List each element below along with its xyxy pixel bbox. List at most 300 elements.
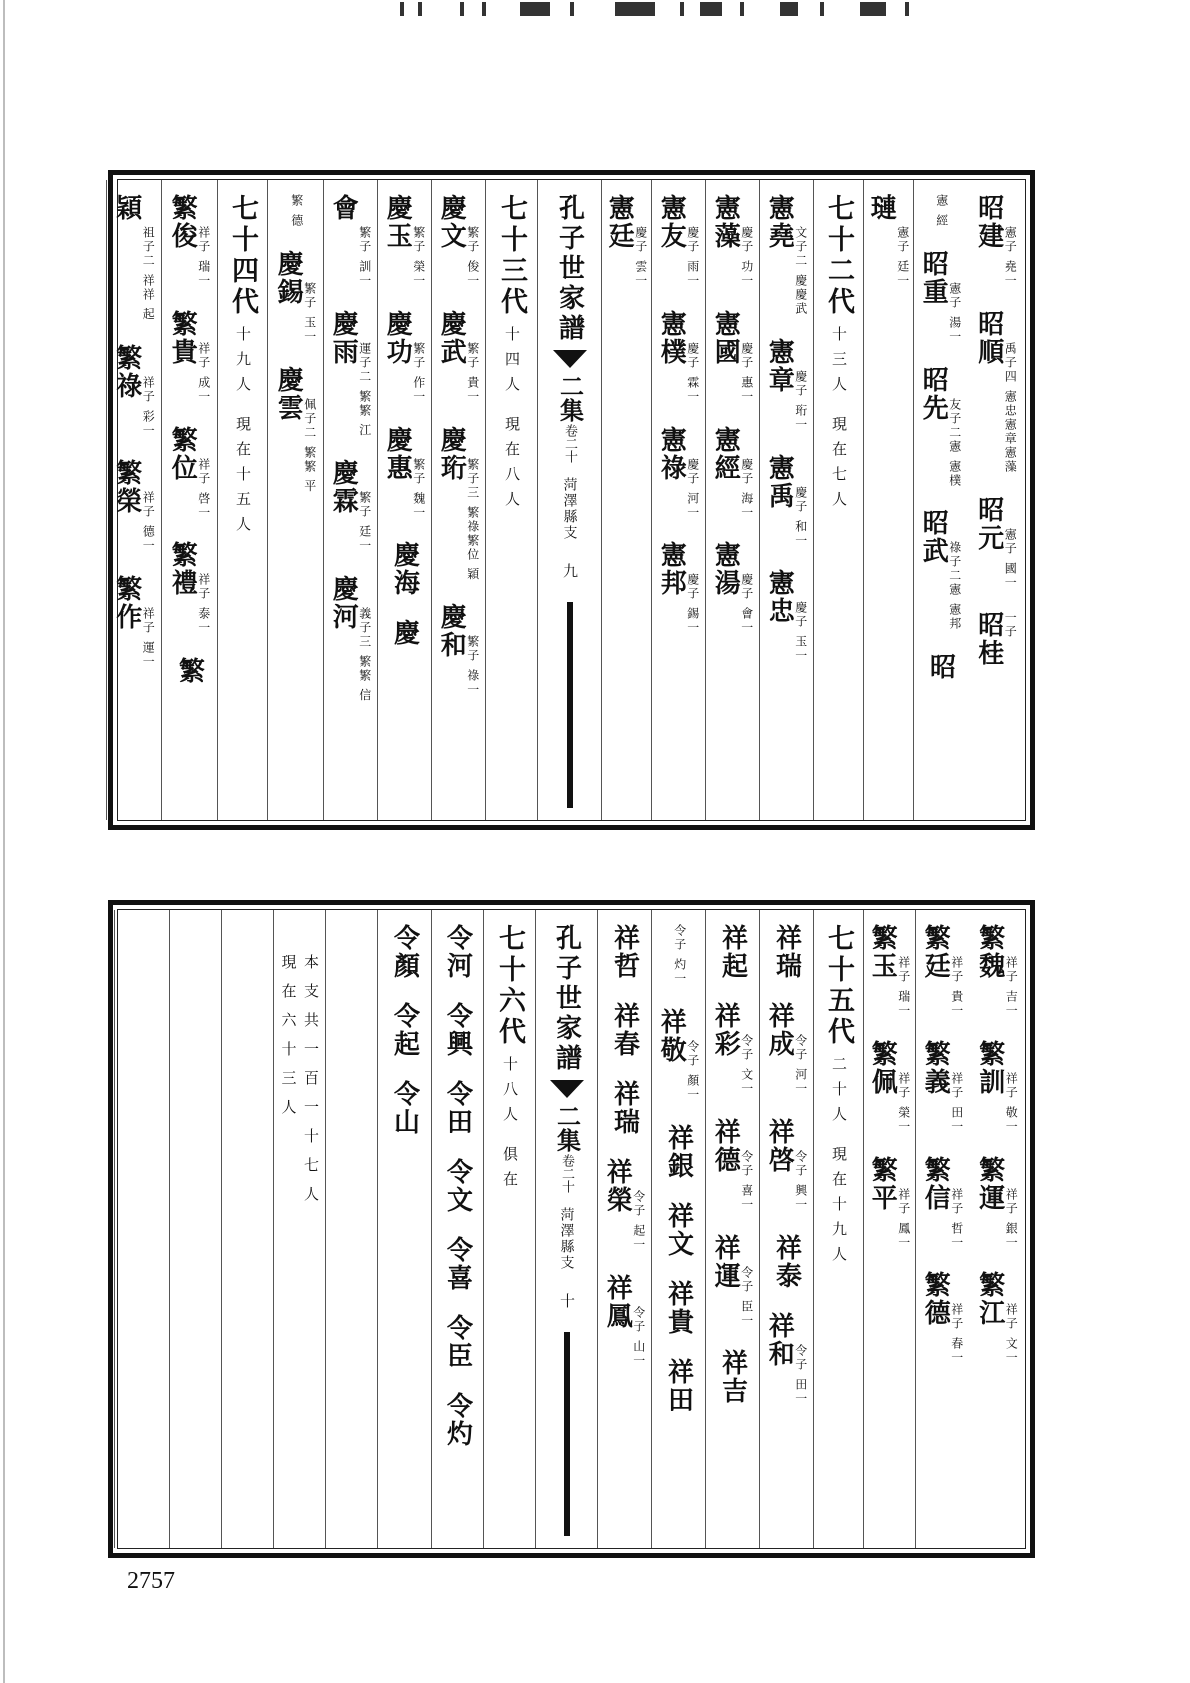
- genealogy-entry: [717, 1349, 748, 1406]
- entry-note: 慶子 霖一: [685, 341, 700, 404]
- gutter-bar: [564, 1332, 570, 1536]
- genealogy-entry: [169, 194, 210, 288]
- entry-name: 祥田: [663, 1357, 694, 1414]
- branch-label: 菏澤縣支: [561, 477, 578, 541]
- entry-name: 憲友: [656, 194, 687, 250]
- entry-name: 祥哲: [609, 924, 640, 980]
- entry-column: [221, 910, 273, 1548]
- generation-count: 十三人 現在七人: [830, 326, 848, 516]
- entry-column: [597, 910, 651, 1548]
- gutter-bar: [567, 602, 573, 808]
- genealogy-entry: [330, 310, 371, 438]
- entry-column: [913, 180, 967, 820]
- entry-column: [651, 180, 705, 820]
- entry-note: 祥子 敬一: [1004, 1071, 1019, 1134]
- folio-number: 十: [558, 1293, 576, 1308]
- entry-name: 祥起: [717, 924, 748, 980]
- entry-column: [325, 910, 377, 1548]
- entry-name: 繁運: [974, 1155, 1005, 1212]
- entry-column: [377, 910, 431, 1548]
- entry-name: 慶: [389, 619, 420, 648]
- fishtail-mark: [550, 1080, 584, 1100]
- entry-name: 繁廷: [920, 924, 951, 980]
- entry-name: 慶雲: [273, 365, 304, 422]
- entry-name: 憲忠: [764, 569, 795, 626]
- genealogy-entry: [766, 1312, 807, 1406]
- entry-name: 祥運: [710, 1233, 741, 1290]
- genealogy-entry: [922, 1040, 963, 1134]
- collection-label: 二集: [555, 374, 585, 422]
- entry-note: 繁 德: [289, 194, 304, 228]
- genealogy-entry: [275, 250, 316, 344]
- entry-note: 一子: [1003, 611, 1018, 640]
- entry-note: 祥子 彩一: [141, 375, 156, 438]
- page-frame-top: [111, 179, 1026, 821]
- entry-name: 繁信: [920, 1155, 951, 1212]
- genealogy-entry: [974, 924, 1019, 1018]
- entry-column: [759, 180, 813, 820]
- generation-title: 七十三代: [496, 194, 527, 318]
- page-frame-bottom: [117, 909, 1026, 1549]
- entry-name: 憲禹: [764, 453, 795, 510]
- entry-note: 憲子 廷一: [895, 226, 910, 288]
- entry-name: 憲國: [710, 309, 741, 366]
- genealogy-entry: [442, 924, 473, 980]
- entry-name: 繁祿: [111, 343, 142, 400]
- genealogy-entry: [663, 1123, 694, 1180]
- entry-name: 慶海: [389, 541, 420, 598]
- entry-note: 佩子二 繁繁 平: [302, 397, 317, 494]
- genealogy-entry: [275, 366, 316, 494]
- genealogy-entry: [869, 1040, 910, 1134]
- entry-note: 繁子 訓一: [357, 226, 372, 288]
- entry-name: 祥鳳: [602, 1273, 633, 1330]
- entry-name: 繁平: [867, 1155, 898, 1212]
- entry-note: 祥子 啓一: [196, 457, 211, 520]
- entry-name: 繁榮: [111, 459, 142, 516]
- entry-name: 繁德: [920, 1271, 951, 1328]
- genealogy-entry: [869, 924, 910, 1018]
- entry-note: 祥子 泰一: [196, 573, 211, 636]
- entry-name: 慶惠: [382, 425, 413, 482]
- genealogy-entry: [712, 194, 753, 288]
- entry-name: 繁禮: [167, 541, 198, 598]
- entry-note: 祥子 瑞一: [896, 956, 911, 1018]
- entry-note: 慶子 珩一: [793, 369, 808, 432]
- entry-note: 令子 起一: [631, 1190, 646, 1252]
- entry-name: 慶霖: [328, 459, 359, 516]
- genealogy-entry: [389, 541, 420, 598]
- entry-note: 令子 山一: [631, 1305, 646, 1368]
- entry-name: 令喜: [442, 1236, 473, 1292]
- entry-note: 慶子 和一: [793, 485, 808, 548]
- genealogy-entry: [288, 194, 303, 228]
- entry-name: 憲堯: [764, 194, 795, 250]
- entry-note: 令子 河一: [793, 1034, 808, 1096]
- genealogy-entry: [922, 1156, 963, 1250]
- entry-column: [759, 910, 813, 1548]
- genealogy-entry: [766, 194, 807, 316]
- entry-name: 昭重: [918, 249, 949, 306]
- genealogy-entry: [974, 1039, 1019, 1134]
- entry-name: 令田: [442, 1080, 473, 1136]
- entry-note: 令子 顏一: [685, 1039, 700, 1102]
- entry-column: [863, 180, 913, 820]
- entry-note: 祥子 貴一: [949, 956, 964, 1018]
- genealogy-entry: [712, 310, 753, 404]
- genealogy-entry: [973, 194, 1018, 288]
- genealogy-entry: [766, 1002, 807, 1096]
- entry-note: 祖子二 祥祥 起: [141, 226, 156, 322]
- genealogy-entry: [330, 575, 371, 703]
- entry-column: [863, 910, 915, 1548]
- volume-label: 卷二十: [559, 1154, 574, 1193]
- entry-note: 祥子 吉一: [1004, 956, 1019, 1018]
- entry-note: 繁子 俊一: [465, 226, 480, 288]
- entry-column: [161, 180, 217, 820]
- entry-note: 慶子 玉一: [793, 601, 808, 664]
- volume-label: 卷二十: [562, 424, 577, 463]
- fold-gutter: [535, 910, 597, 1548]
- entry-note: 憲子 堯一: [1003, 226, 1018, 288]
- entry-note: 繁子 魏一: [411, 457, 426, 520]
- entry-name: 憲湯: [710, 541, 741, 598]
- genealogy-entry: [771, 924, 802, 980]
- entry-note: 令子 文一: [739, 1034, 754, 1096]
- genealogy-entry: [712, 541, 753, 635]
- entry-name: 祥彩: [710, 1002, 741, 1058]
- generation-header: [813, 910, 863, 1548]
- entry-name: 慶和: [436, 603, 467, 660]
- genealogy-entry: [389, 1080, 420, 1136]
- entry-note: 祥子 瑞一: [196, 226, 211, 288]
- entry-name: 憲邦: [656, 541, 687, 598]
- genealogy-entry: [925, 653, 956, 682]
- genealogy-entry: [766, 338, 807, 432]
- entry-note: 令子 臣一: [739, 1265, 754, 1328]
- entry-name: 憲廷: [604, 194, 635, 250]
- entry-name: 祥吉: [717, 1349, 748, 1406]
- entry-column: [323, 180, 377, 820]
- entry-name: 昭順: [973, 309, 1004, 366]
- genealogy-entry: [389, 924, 420, 980]
- genealogy-entry: [712, 1118, 753, 1212]
- entry-note: 禹子四 憲忠憲章憲藻: [1003, 341, 1018, 474]
- genealogy-entry: [111, 194, 156, 322]
- entry-note: 祿子二憲 憲邦: [947, 541, 962, 632]
- entry-name: 繁玉: [867, 924, 898, 980]
- genealogy-entry: [389, 619, 420, 648]
- genealogy-entry: [111, 575, 156, 670]
- entry-note: 祥子 文一: [1004, 1303, 1019, 1366]
- entry-column: [601, 180, 651, 820]
- generation-count: 二十人 現在十九人: [830, 1056, 848, 1271]
- entry-name: 昭桂: [973, 611, 1004, 668]
- entry-name: 祥和: [764, 1311, 795, 1368]
- genealogy-entry: [330, 194, 371, 288]
- genealogy-entry: [717, 924, 748, 980]
- genealogy-entry: [609, 924, 640, 980]
- entry-name: 憲經: [710, 425, 741, 482]
- entry-note: 繁子 作一: [411, 341, 426, 404]
- entry-note: 祥子 銀一: [1004, 1187, 1019, 1250]
- generation-title: 七十四代: [227, 194, 258, 318]
- genealogy-entry: [974, 1271, 1019, 1366]
- entry-name: 慶玉: [382, 194, 413, 250]
- entry-name: 令山: [389, 1080, 420, 1136]
- genealogy-entry: [973, 309, 1018, 474]
- entry-note: 友子二憲 憲樸: [947, 397, 962, 488]
- genealogy-entry: [920, 250, 961, 344]
- entry-note: 祥子 哲一: [949, 1187, 964, 1250]
- genealogy-entry: [330, 459, 371, 553]
- entry-name: 令顏: [389, 924, 420, 980]
- generation-header: [483, 910, 535, 1548]
- genealogy-entry: [384, 310, 425, 404]
- entry-note: 憲子 國一: [1003, 527, 1018, 590]
- genealogy-entry: [438, 310, 479, 404]
- entry-name: 憲祿: [656, 425, 687, 482]
- entry-note: 祥子 春一: [949, 1303, 964, 1366]
- entry-note: 繁子 玉一: [302, 281, 317, 344]
- entry-note: 慶子 河一: [685, 457, 700, 520]
- entry-note: 祥子 榮一: [896, 1071, 911, 1134]
- entry-note: 義子三 繁繁 信: [357, 607, 372, 703]
- entry-name: 昭: [925, 653, 956, 682]
- entry-name: 慶雨: [328, 309, 359, 366]
- collection-label: 二集: [552, 1104, 582, 1152]
- genealogy-entry: [712, 1234, 753, 1328]
- entry-name: 繁義: [920, 1039, 951, 1096]
- entry-column: [431, 180, 485, 820]
- entry-name: 繁: [174, 657, 205, 686]
- genealogy-entry: [442, 1002, 473, 1058]
- genealogy-entry: [438, 194, 479, 288]
- entry-note: 令子 喜一: [739, 1149, 754, 1212]
- genealogy-entry: [663, 1357, 694, 1414]
- genealogy-entry: [766, 1118, 807, 1212]
- fishtail-mark: [553, 350, 587, 370]
- genealogy-entry: [438, 603, 479, 697]
- entry-column: [969, 910, 1025, 1548]
- entry-note: 祥子 德一: [141, 491, 156, 554]
- generation-header: [217, 180, 267, 820]
- entry-name: 昭武: [918, 509, 949, 566]
- genealogy-entry: [771, 1233, 802, 1290]
- genealogy-entry: [973, 495, 1018, 590]
- genealogy-entry: [663, 1279, 694, 1336]
- entry-note: 令子 興一: [793, 1149, 808, 1212]
- entry-column: [431, 910, 483, 1548]
- genealogy-entry: [663, 1201, 694, 1258]
- entry-name: 令文: [442, 1158, 473, 1214]
- entry-name: 令河: [442, 924, 473, 980]
- entry-column: [705, 910, 759, 1548]
- entry-name: 慶武: [436, 309, 467, 366]
- genealogy-entry: [933, 194, 948, 228]
- genealogy-entry: [712, 426, 753, 520]
- genealogy-entry: [922, 924, 963, 1018]
- entry-name: 憲章: [764, 337, 795, 394]
- generation-count: 十四人 現在八人: [503, 326, 521, 516]
- scan-left-edge: [3, 0, 5, 1683]
- entry-column: [114, 910, 169, 1548]
- genealogy-entry: [169, 426, 210, 520]
- book-title: 孔子世家譜: [551, 924, 582, 1074]
- entry-name: 繁佩: [867, 1039, 898, 1096]
- entry-column: [106, 180, 161, 820]
- entry-note: 憲子 湯一: [947, 281, 962, 344]
- entry-name: 祥啓: [764, 1117, 795, 1174]
- entry-column: [705, 180, 759, 820]
- entry-note: 祥子 田一: [949, 1071, 964, 1134]
- entry-note: 繁子 貴一: [465, 341, 480, 404]
- entry-name: 慶功: [382, 309, 413, 366]
- entry-name: 繁俊: [167, 194, 198, 250]
- entry-name: 繁江: [974, 1271, 1005, 1328]
- genealogy-entry: [712, 1002, 753, 1096]
- generation-header: [485, 180, 537, 820]
- entry-column: [267, 180, 323, 820]
- entry-note: 慶子 雲一: [633, 226, 648, 288]
- genealogy-entry: [442, 1158, 473, 1214]
- entry-name: 憲藻: [710, 194, 741, 250]
- entry-note: 令子 灼一: [672, 924, 687, 986]
- entry-note: 慶子 功一: [739, 226, 754, 288]
- entry-name: 祥榮: [602, 1158, 633, 1214]
- entry-name: 令灼: [442, 1392, 473, 1448]
- generation-title: 七十二代: [823, 194, 854, 318]
- entry-note: 令子 田一: [793, 1343, 808, 1406]
- genealogy-entry: [920, 366, 961, 488]
- entry-name: 祥春: [609, 1002, 640, 1058]
- entry-note: 憲 經: [934, 194, 949, 228]
- entry-name: 祥文: [663, 1201, 694, 1258]
- genealogy-entry: [920, 509, 961, 631]
- entry-name: 令興: [442, 1002, 473, 1058]
- entry-column: [915, 910, 969, 1548]
- genealogy-entry: [111, 343, 156, 438]
- genealogy-entry: [604, 1274, 645, 1368]
- entry-name: 祥銀: [663, 1123, 694, 1180]
- entry-name: 璉: [866, 194, 897, 222]
- entry-name: 繁作: [111, 575, 142, 632]
- entry-note: 運子二 繁繁 江: [357, 341, 372, 438]
- entry-name: 穎: [111, 194, 142, 222]
- generation-count: 十九人 現在十五人: [234, 326, 252, 541]
- genealogy-entry: [169, 541, 210, 635]
- genealogy-entry: [442, 1080, 473, 1136]
- entry-column: [967, 180, 1025, 820]
- entry-note: 慶子 海一: [739, 457, 754, 520]
- genealogy-entry: [438, 426, 479, 582]
- entry-name: 祥敬: [656, 1007, 687, 1064]
- branch-label: 菏澤縣支: [558, 1207, 575, 1271]
- genealogy-page-bottom: [108, 900, 1035, 1558]
- entry-name: 祥瑞: [609, 1080, 640, 1136]
- genealogy-entry: [766, 454, 807, 548]
- entry-name: 繁魏: [974, 924, 1005, 980]
- genealogy-entry: [658, 1008, 699, 1102]
- entry-name: 憲樸: [656, 309, 687, 366]
- genealogy-entry: [442, 1392, 473, 1448]
- genealogy-entry: [973, 611, 1018, 668]
- entry-name: 祥德: [710, 1117, 741, 1174]
- genealogy-entry: [609, 1080, 640, 1136]
- entry-note: 祥子 成一: [196, 341, 211, 404]
- genealogy-entry: [658, 310, 699, 404]
- genealogy-entry: [658, 541, 699, 635]
- genealogy-entry: [169, 310, 210, 404]
- entry-column: [651, 910, 705, 1548]
- genealogy-entry: [658, 426, 699, 520]
- generation-title: 七十六代: [494, 924, 525, 1048]
- entry-note: 繁子 榮一: [411, 226, 426, 288]
- folio-number: 九: [561, 563, 579, 578]
- entry-name: 慶錫: [273, 249, 304, 306]
- entry-name: 祥成: [764, 1002, 795, 1058]
- fold-gutter: [537, 180, 601, 820]
- entry-note: 繁子 廷一: [357, 491, 372, 554]
- genealogy-entry: [609, 1002, 640, 1058]
- entry-note: 祥子 鳳一: [896, 1187, 911, 1250]
- genealogy-entry: [174, 657, 205, 686]
- genealogy-entry: [442, 1236, 473, 1292]
- entry-note: 文子二 慶慶武: [793, 226, 808, 316]
- genealogy-entry: [671, 924, 686, 986]
- entry-column: [169, 910, 221, 1548]
- entry-name: 繁訓: [974, 1039, 1005, 1096]
- branch-summary: [273, 910, 325, 1548]
- cropped-previous-page-scrap: [400, 2, 940, 18]
- genealogy-entry: [442, 1314, 473, 1370]
- entry-note: 祥子 運一: [141, 607, 156, 670]
- entry-name: 昭元: [973, 495, 1004, 552]
- genealogy-entry: [766, 569, 807, 663]
- entry-name: 昭先: [918, 365, 949, 422]
- entry-note: 慶子 雨一: [685, 226, 700, 288]
- entry-note: 慶子 會一: [739, 573, 754, 636]
- entry-name: 祥貴: [663, 1279, 694, 1336]
- entry-note: 繁子三 繁祿繁位 穎: [465, 457, 480, 582]
- entry-name: 昭建: [973, 194, 1004, 250]
- summary-line: 現在六十三人: [279, 954, 298, 1128]
- generation-title: 七十五代: [823, 924, 854, 1048]
- entry-name: 慶文: [436, 194, 467, 250]
- entry-name: 繁位: [167, 425, 198, 482]
- entry-name: 祥泰: [771, 1233, 802, 1290]
- entry-name: 會: [328, 194, 359, 222]
- genealogy-entry: [869, 1156, 910, 1250]
- entry-name: 祥瑞: [771, 924, 802, 980]
- genealogy-entry: [384, 426, 425, 520]
- genealogy-entry: [974, 1155, 1019, 1250]
- genealogy-entry: [604, 1158, 645, 1252]
- genealogy-page-top: [108, 170, 1035, 830]
- genealogy-entry: [868, 194, 909, 288]
- entry-name: 慶河: [328, 575, 359, 632]
- entry-note: 繁子 祿一: [465, 635, 480, 698]
- page-number: 2757: [127, 1568, 175, 1594]
- genealogy-entry: [658, 194, 699, 288]
- entry-note: 慶子 錫一: [685, 573, 700, 636]
- generation-header: [813, 180, 863, 820]
- entry-column: [377, 180, 431, 820]
- genealogy-entry: [384, 194, 425, 288]
- summary-line: 本支共一百一十七人: [302, 954, 320, 1215]
- genealogy-entry: [606, 194, 647, 288]
- genealogy-entry: [389, 1002, 420, 1058]
